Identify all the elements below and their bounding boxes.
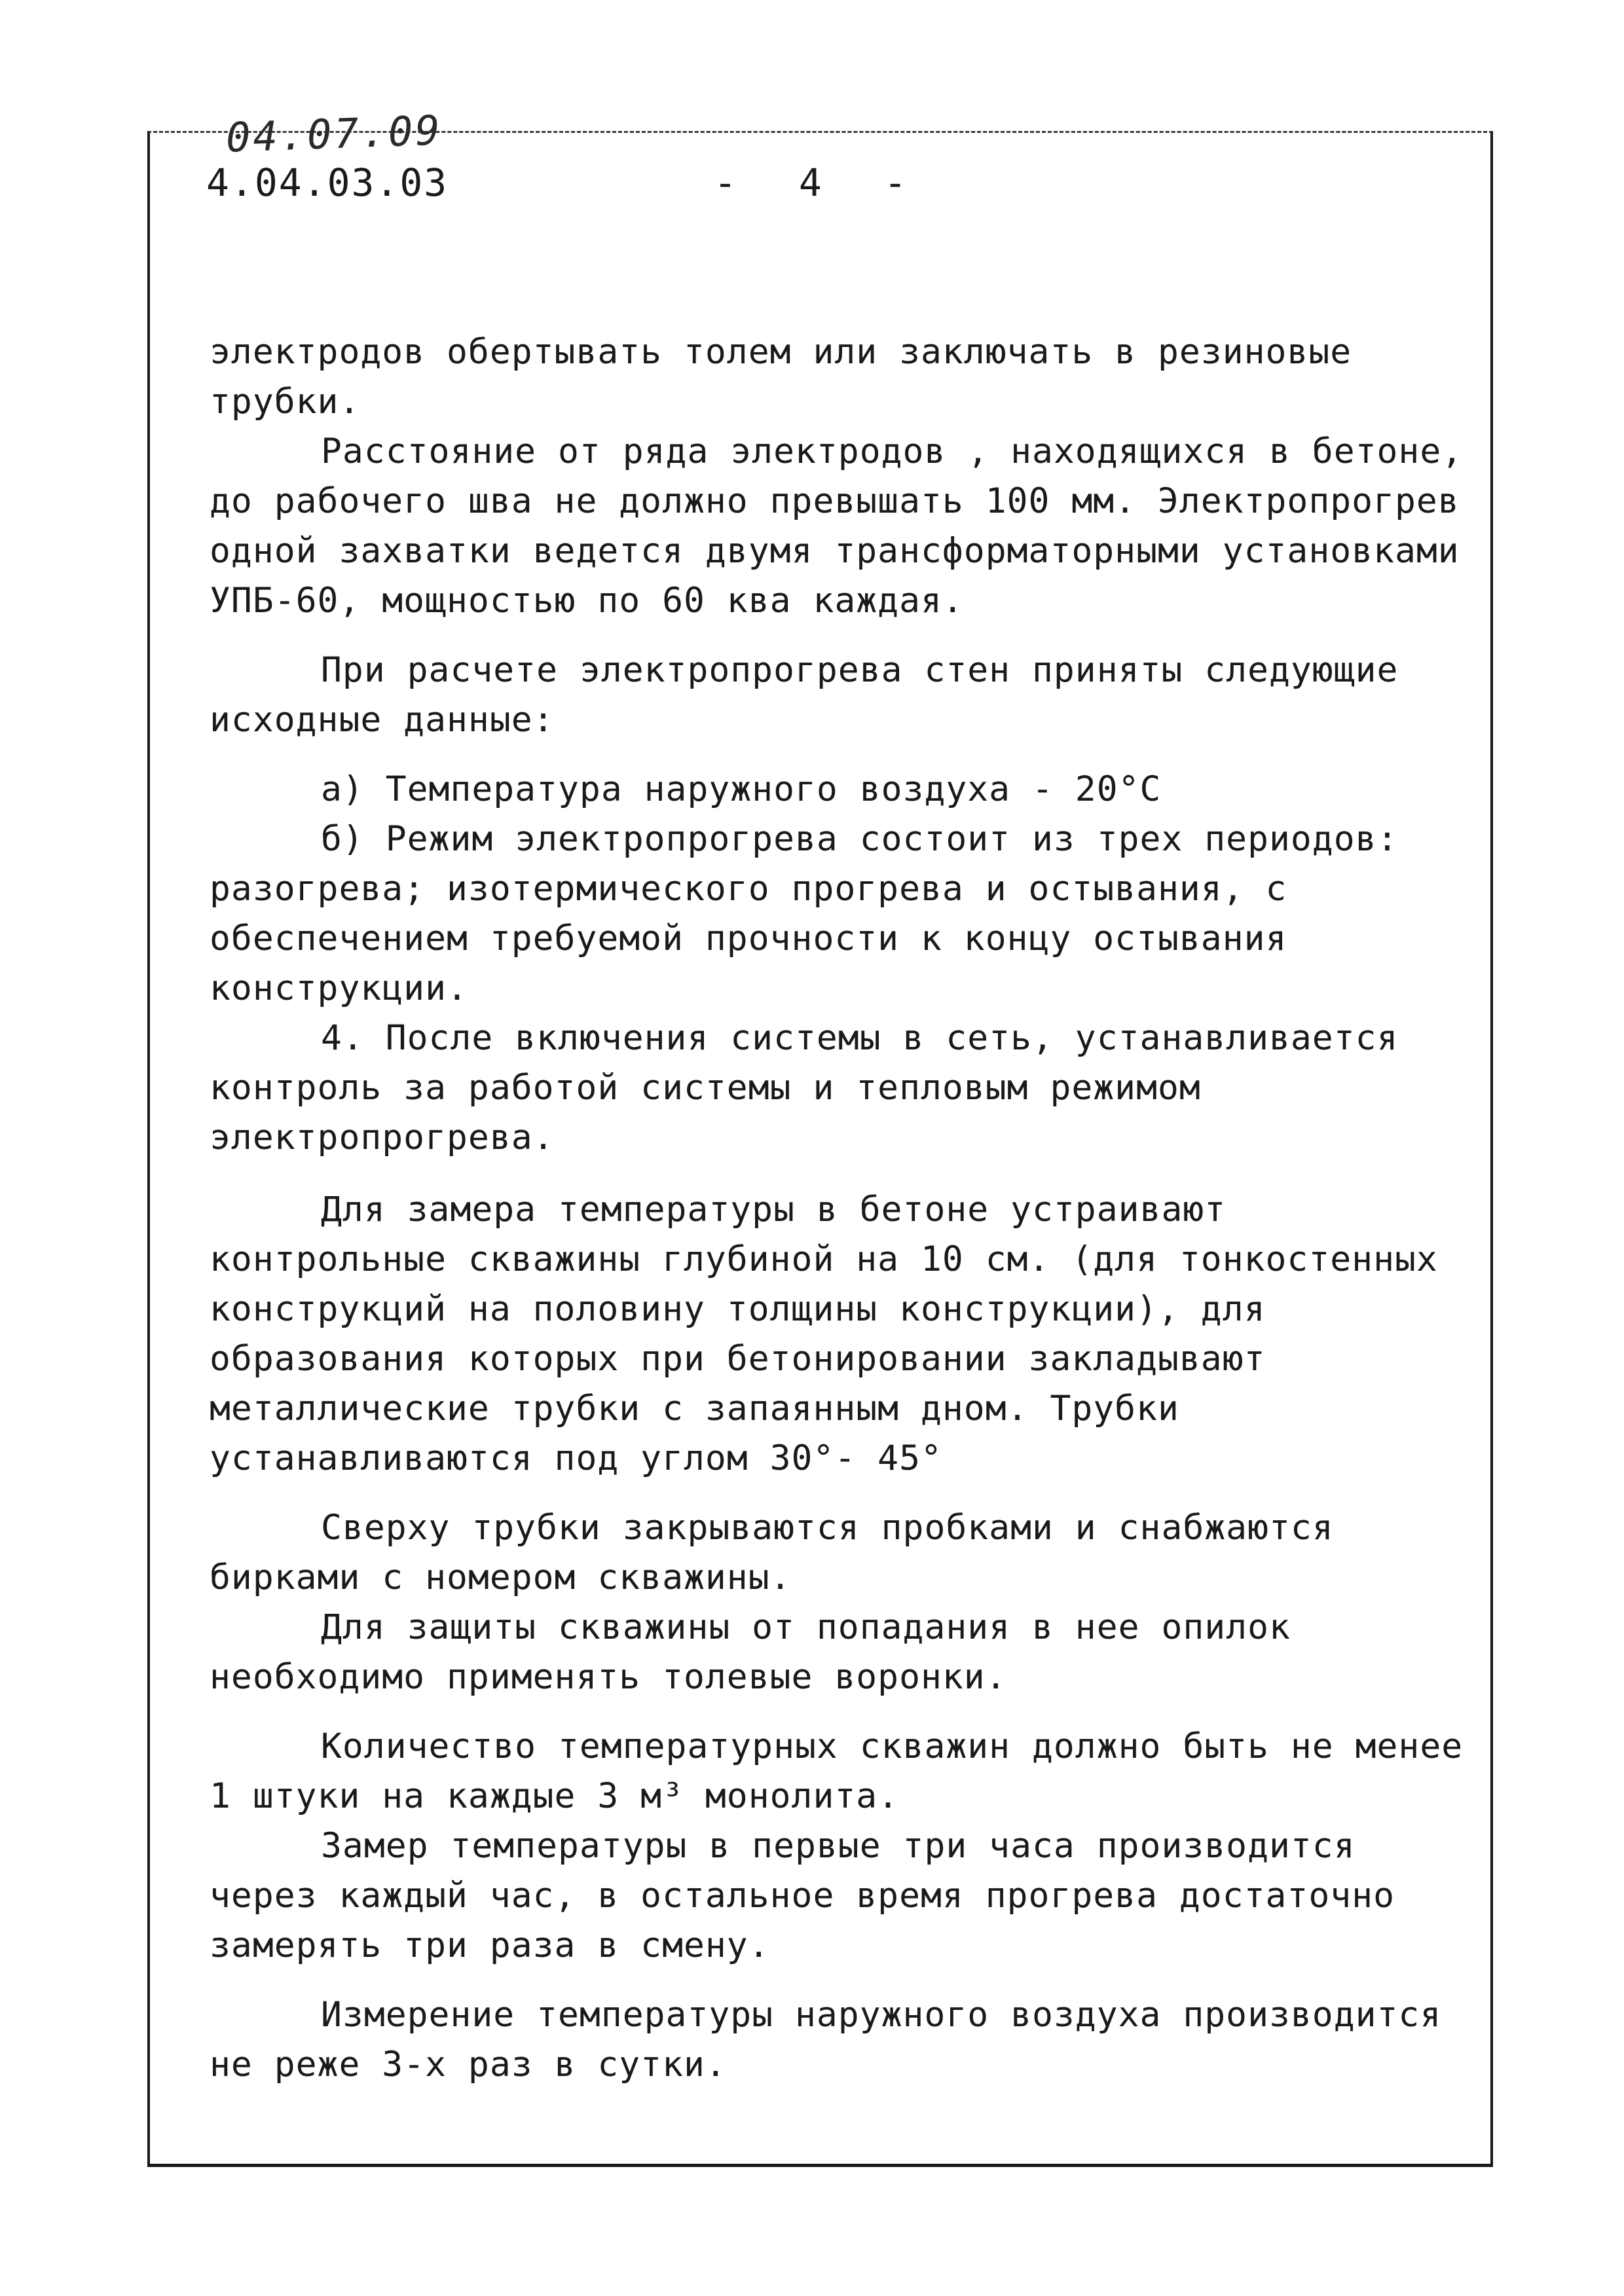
paragraph-4: а) Температура наружного воздуха - 20°С [321,769,1162,809]
document-body [210,327,1473,2090]
paragraph-9: Для защиты скважины от попадания в нее опилок необходимо применять толевые воронки. [210,1607,1291,1697]
paragraph-11: Замер температуры в первые три часа производится через каждый час, в остальное время прогрева достаточно замерять три раза в смену. [210,1826,1395,1965]
page-number: - 4 - [714,160,927,205]
paragraph-12: Измерение температуры наружного воздуха производится не реже 3-х раз в сутки. [210,1995,1442,2085]
document-code: 4.04.03.03 [206,160,449,205]
crossed-out-code: 04.07.09 [225,106,443,162]
paragraph-5: б) Режим электропрогрева состоит из трех периодов: разогрева; изотермического прогрева и остывания, с обеспечением требуемой прочности к концу остывания конструкции. [210,819,1399,1008]
paragraph-1: электродов обертывать толем или заключать в резиновые трубки. [210,332,1352,422]
paragraph-2: Расстояние от ряда электродов , находящихся в бетоне, до рабочего шва не должно превышать 100 мм. Электропрогрев одной захватки ведется двумя трансформаторными установками УПБ-60, мощностью по 60 ква каждая. [210,431,1464,621]
paragraph-10: Количество температурных скважин должно быть не менее 1 штуки на каждые 3 м³ монолита. [210,1726,1464,1816]
paragraph-7: Для замера температуры в бетоне устраивают контрольные скважины глубиной на 10 см. (для тонкостенных конструкций на половину толщины конструкции), для образования которых при бетонировании закладывают металлические трубки с запаянным дном. Трубки устанавливаются под углом 30°- 45° [210,1190,1438,1478]
paragraph-3: При расчете электропрогрева стен приняты следующие исходные данные: [210,650,1399,740]
paragraph-6: 4. После включения системы в сеть, устанавливается контроль за работой системы и тепловым режимом электропрогрева. [210,1018,1399,1157]
paragraph-8: Сверху трубки закрываются пробками и снабжаются бирками с номером скважины. [210,1508,1334,1597]
